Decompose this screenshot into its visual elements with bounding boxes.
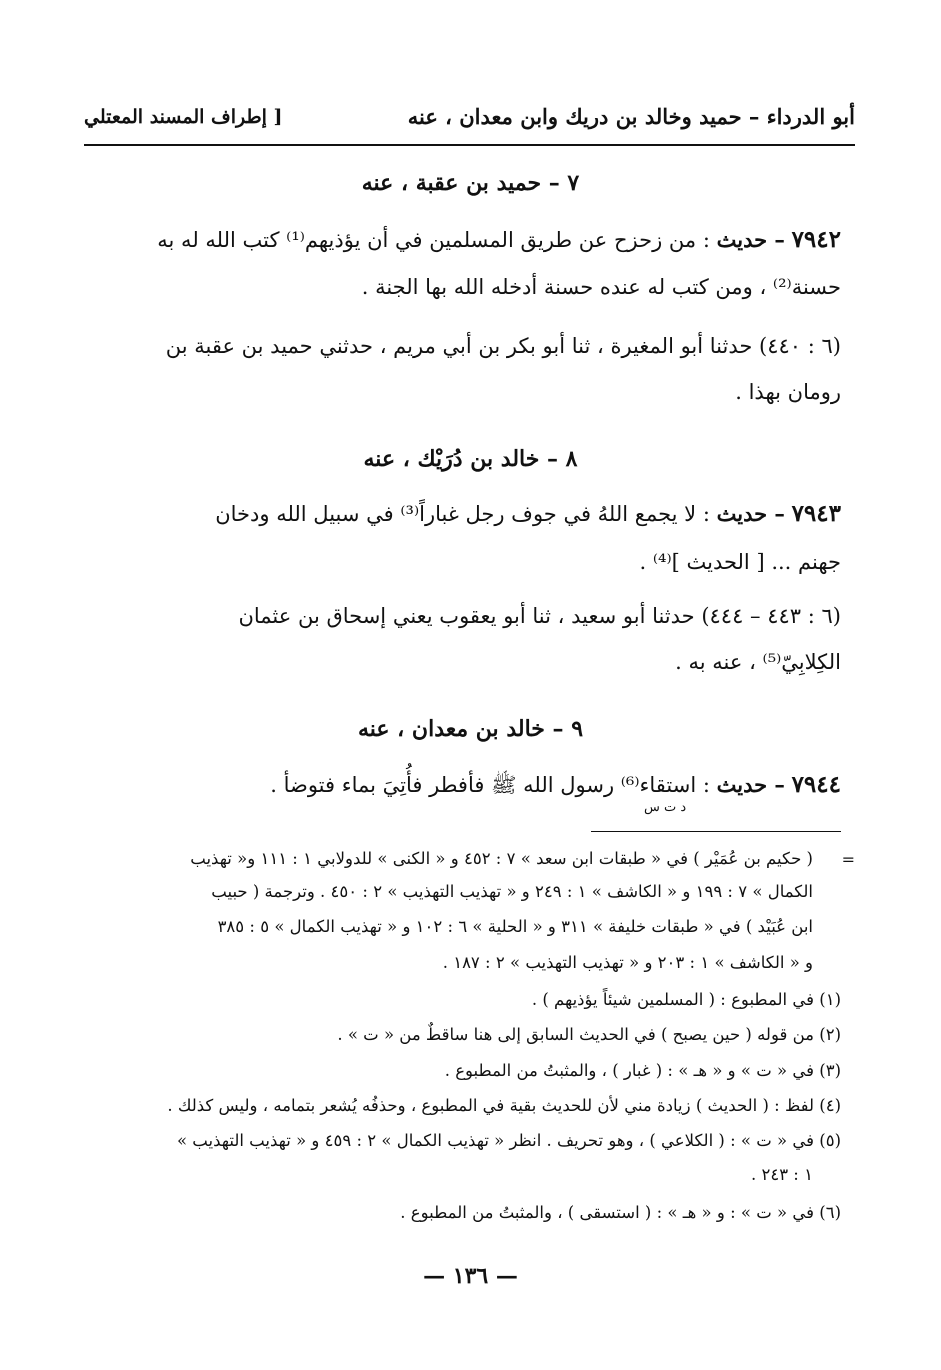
continuation-marker: =: [841, 850, 855, 869]
footnote-continuation-line: الكمال » ٧ : ١٩٩ و « الكاشف » ١ : ٢٤٩ و « تهذيب التهذيب » ٢ : ٤٥٠ . وترجمة ( حبيب: [211, 882, 813, 901]
hadith-number: ٧٩٤٣: [791, 500, 841, 527]
hadith-source: (٦ : ٤٤٣ – ٤٤٤) حدثنا أبو سعيد ، ثنا أبو يعقوب يعني إسحاق بن عثمان: [238, 604, 841, 628]
hadith-label: – حديث: [716, 772, 785, 797]
rijal-sigla: د ت س: [644, 800, 687, 815]
footnote-continuation-line: ( حكيم بن عُمَيْر ) في « طبقات ابن سعد » ٧ : ٤٥٢ و « الكنى » للدولابي ١ : ١١١ و« تهذيب: [190, 849, 813, 868]
footnote-6: (٦) في « ت » : و « هـ » : ( استسقى ) ، والمثبتُ من المطبوع .: [400, 1203, 841, 1222]
hadith-text: : لا يجمع اللهُ في جوف رجل غباراً⁽³⁾ في سبيل الله ودخان: [215, 502, 710, 526]
hadith-source: (٦ : ٤٤٠) حدثنا أبو المغيرة ، ثنا أبو بكر بن أبي مريم ، حدثني حميد بن عقبة بن: [165, 334, 841, 358]
hadith-label: – حديث: [716, 501, 785, 526]
page-number: — ١٣٦ —: [423, 1263, 518, 1289]
hadith-number: ٧٩٤٢: [791, 226, 841, 253]
section-title: ٩ – خالد بن معدان ، عنه: [357, 716, 584, 742]
footnote-3: (٣) في « ت » و « هـ » : ( غبار ) ، والمثبتُ من المطبوع .: [444, 1061, 841, 1080]
hadith-line: [100, 226, 841, 253]
header-title: أبو الدرداء – حميد وخالد بن دريك وابن معدان ، عنه: [407, 104, 855, 129]
hadith-text-continued: جهنم ... [ الحديث ]⁽⁴⁾ .: [639, 550, 841, 574]
hadith-line: [100, 500, 841, 527]
section-title: ٨ – خالد بن دُرَيْك ، عنه: [363, 446, 578, 472]
footnote-continuation-line: ابن عُبَيْد ) في « طبقات خليفة » ٣١١ و « الحلية » ٦ : ١٠٢ و « تهذيب الكمال » ٥ : ٣٨٥: [217, 917, 813, 936]
hadith-line: [100, 771, 841, 803]
footnote-1: (١) في المطبوع : ( المسلمين شيئاً يؤذيهم ) .: [531, 990, 841, 1009]
footnote-5: (٥) في « ت » : ( الكلاعي ) ، وهو تحريف . انظر « تهذيب الكمال » ٢ : ٤٥٩ و « تهذيب التهذيب »: [176, 1131, 841, 1150]
header-book-title: [ إطراف المسند المعتلي: [84, 106, 283, 128]
hadith-label: – حديث: [716, 227, 785, 252]
footnote-4: (٤) لفظ : ( الحديث ) زيادة مني لأن للحديث بقية في المطبوع ، وحذفُه يُشعر بتمامه ، وليس كذلك .: [167, 1096, 841, 1115]
hadith-text-continued: حسنة⁽²⁾ ، ومن كتب له عنده حسنة أدخله الله بها الجنة .: [361, 275, 841, 299]
running-header: [84, 104, 855, 146]
hadith-source-continued: رومان بهذا .: [735, 380, 841, 404]
footnote-5-continued: ١ : ٢٤٣ .: [750, 1165, 813, 1184]
footnote-2: (٢) من قوله ( حين يصبح ) في الحديث السابق إلى هنا ساقطٌ من « ت » .: [337, 1025, 841, 1044]
hadith-number: ٧٩٤٤: [791, 771, 841, 798]
footnote-separator: [591, 831, 841, 832]
hadith-text: : من زحزح عن طريق المسلمين في أن يؤذيهم⁽¹⁾ كتب الله له به: [157, 228, 710, 252]
section-title: ٧ – حميد بن عقبة ، عنه: [361, 170, 580, 196]
hadith-text: : استقاء⁽⁶⁾ رسول الله ﷺ فأفطر فأُتِيَ بماء فتوضأ .: [270, 773, 710, 797]
footnote-continuation-line: و « الكاشف » ١ : ٢٠٣ و « تهذيب التهذيب » ٢ : ١٨٧ .: [442, 953, 813, 972]
hadith-source-continued: الكِلابِيّ⁽⁵⁾ ، عنه به .: [675, 650, 841, 674]
